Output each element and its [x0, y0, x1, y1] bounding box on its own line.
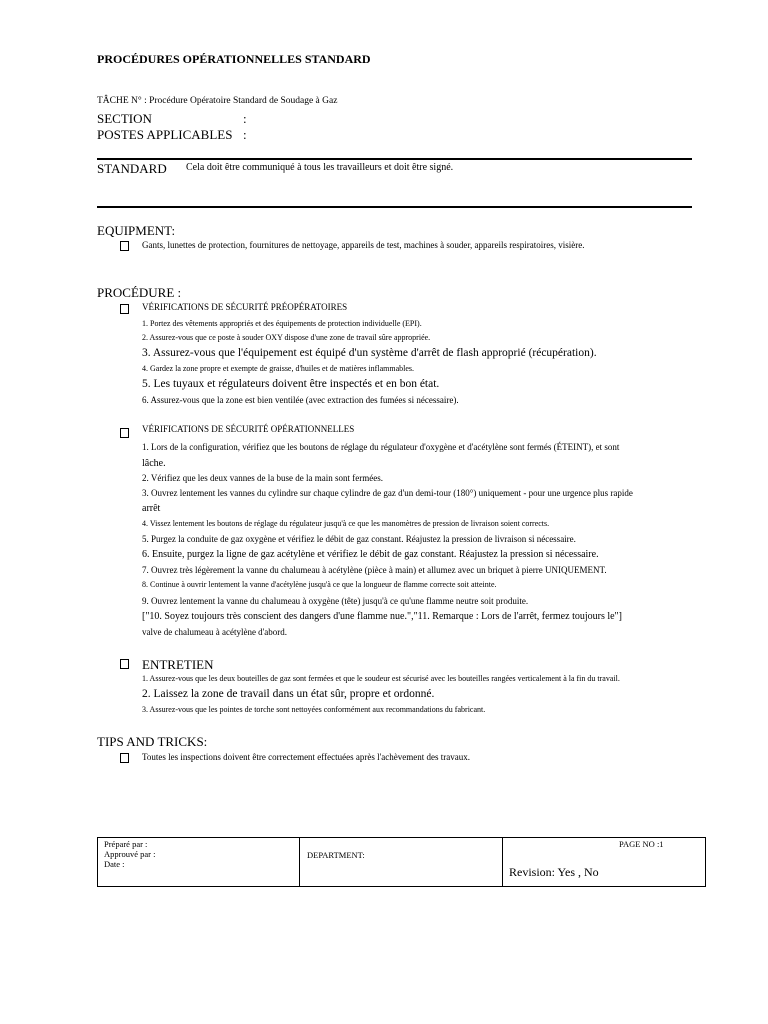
entretien-item: 2. Laissez la zone de travail dans un état sûr, propre et ordonné.	[142, 688, 435, 700]
oper-item: 2. Vérifiez que les deux vannes de la buse de la main sont fermées.	[142, 473, 384, 483]
postes-label: POSTES APPLICABLES	[97, 127, 233, 142]
preop-item: 5. Les tuyaux et régulateurs doivent être inspectés et en bon état.	[142, 378, 440, 390]
checkbox-icon	[120, 428, 129, 438]
equipment-heading: EQUIPMENT:	[97, 223, 176, 238]
equipment-item: Gants, lunettes de protection, fournitures de nettoyage, appareils de test, machines à souder, appareils respiratoires, visière.	[142, 240, 585, 250]
checkbox-icon	[120, 659, 129, 669]
page-title: PROCÉDURES OPÉRATIONNELLES STANDARD	[97, 52, 371, 66]
tips-item: Toutes les inspections doivent être correctement effectuées après l'achèvement des travaux.	[142, 752, 470, 762]
checkbox-icon	[120, 241, 129, 251]
department-label: DEPARTMENT:	[307, 850, 365, 860]
oper-item: 8. Continue à ouvrir lentement la vanne d'acétylène jusqu'à ce que la longueur de flamme correcte soit atteinte.	[142, 580, 497, 589]
footer-department-cell	[300, 838, 503, 887]
postes-colon: :	[243, 127, 247, 142]
page-number: PAGE NO :1	[619, 839, 664, 849]
approved-by-label: Approuvé par :	[104, 849, 156, 859]
revision-label: Revision: Yes , No	[509, 865, 599, 879]
task-number: TÂCHE N° : Procédure Opératoire Standard de Soudage à Gaz	[97, 96, 338, 106]
oper-item: 6. Ensuite, purgez la ligne de gaz acétylène et vérifiez le débit de gaz constant. Réajustez la pression si nécessaire.	[142, 549, 599, 560]
standard-text: Cela doit être communiqué à tous les travailleurs et doit être signé.	[186, 162, 454, 173]
oper-item: lâche.	[142, 458, 166, 469]
footer-table	[97, 837, 706, 887]
date-label: Date :	[104, 859, 125, 869]
procedure-heading: PROCÉDURE :	[97, 285, 182, 300]
standard-label: STANDARD	[97, 161, 167, 176]
divider-top	[97, 158, 692, 160]
checkbox-icon	[120, 304, 129, 314]
oper-heading: VÉRIFICATIONS DE SÉCURITÉ OPÉRATIONNELLES	[142, 424, 355, 434]
footer-signatures-cell	[98, 838, 300, 887]
tips-heading: TIPS AND TRICKS:	[97, 734, 208, 749]
checkbox-icon	[120, 753, 129, 763]
preop-item: 2. Assurez-vous que ce poste à souder OXY dispose d'une zone de travail sûre appropriée.	[142, 333, 431, 342]
oper-item: 7. Ouvrez très légèrement la vanne du chalumeau à acétylène (pièce à main) et allumez avec un briquet à pierre UNIQUEMENT.	[142, 565, 607, 575]
preop-heading: VÉRIFICATIONS DE SÉCURITÉ PRÉOPÉRATOIRES	[142, 302, 348, 312]
entretien-heading: ENTRETIEN	[142, 657, 214, 672]
oper-item: arrêt	[142, 503, 161, 514]
preop-item: 1. Portez des vêtements appropriés et des équipements de protection individuelle (EPI).	[142, 319, 422, 328]
preop-item: 3. Assurez-vous que l'équipement est équipé d'un système d'arrêt de flash approprié (récupération).	[142, 347, 597, 359]
section-label: SECTION	[97, 111, 152, 126]
oper-item: 4. Vissez lentement les boutons de réglage du régulateur jusqu'à ce que les manomètres de pression de livraison soient corrects.	[142, 519, 550, 528]
oper-item: 5. Purgez la conduite de gaz oxygène et vérifiez le débit de gaz constant. Réajustez la pression de livraison si nécessaire.	[142, 534, 576, 544]
oper-item: 9. Ouvrez lentement la vanne du chalumeau à oxygène (tête) jusqu'à ce qu'une flamme neutre soit produite.	[142, 596, 529, 606]
divider-bottom	[97, 206, 692, 208]
prepared-by-label: Préparé par :	[104, 839, 148, 849]
oper-item: valve de chalumeau à acétylène d'abord.	[142, 627, 288, 637]
preop-item: 6. Assurez-vous que la zone est bien ventilée (avec extraction des fumées si nécessaire).	[142, 395, 459, 405]
section-colon: :	[243, 111, 247, 126]
footer-page-cell	[503, 838, 706, 887]
preop-item: 4. Gardez la zone propre et exempte de graisse, d'huiles et de matières inflammables.	[142, 364, 414, 373]
entretien-item: 1. Assurez-vous que les deux bouteilles de gaz sont fermées et que le soudeur est sécurisé avec les bouteilles rangées verticalement à la fin du travail.	[142, 674, 620, 683]
oper-item: 3. Ouvrez lentement les vannes du cylindre sur chaque cylindre de gaz d'un demi-tour (180°) uniquement - pour une urgence plus rapide	[142, 488, 633, 498]
entretien-item: 3. Assurez-vous que les pointes de torche sont nettoyées conformément aux recommandations du fabricant.	[142, 705, 486, 714]
oper-item: 1. Lors de la configuration, vérifiez que les boutons de réglage du régulateur d'oxygène et d'acétylène sont fermés (ÉTEINT), et sont	[142, 442, 620, 452]
oper-item: ["10. Soyez toujours très conscient des dangers d'une flamme nue.","11. Remarque : Lors de l'arrêt, fermez toujours le"]	[142, 611, 622, 622]
